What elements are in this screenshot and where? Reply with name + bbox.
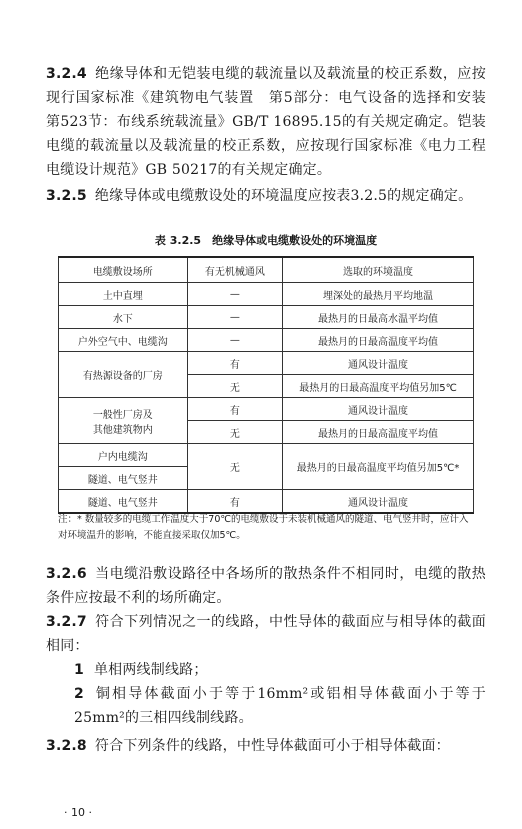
table-header-cell: 电缆敷设场所 bbox=[59, 257, 188, 283]
section-3-2-8 bbox=[46, 734, 486, 758]
table-cell: 户内电缆沟 bbox=[59, 444, 188, 467]
table-cell: 土中直埋 bbox=[59, 283, 188, 306]
list-item-number: 1 bbox=[74, 662, 84, 678]
list-item-text: 铜相导体截面小于等于16mm²或铝相导体截面小于等于25mm²的三相四线制线路。 bbox=[74, 686, 486, 726]
list-item-text: 单相两线制线路； bbox=[93, 662, 208, 678]
section-number: 3.2.6 bbox=[46, 566, 87, 582]
table-row bbox=[59, 352, 474, 375]
table-header-cell: 选取的环境温度 bbox=[283, 257, 474, 283]
section-number: 3.2.5 bbox=[46, 188, 87, 204]
table-row bbox=[59, 283, 474, 306]
section-text: 当电缆沿敷设路径中各场所的散热条件不相同时，电缆的散热条件应按最不利的场所确定。 bbox=[46, 566, 486, 606]
list-item bbox=[46, 682, 486, 730]
section-text: 绝缘导体和无铠装电缆的载流量以及载流量的校正系数，应按现行国家标准《建筑物电气装置 第5部分：电气设备的选择和安装 第523节：布线系统载流量》GB/T 16895.15的有关规定确定。铠装电缆的载流量以及载流量的校正系数，应按现行国家标准《电力工程电缆设计规范》GB 50217的有关规定确定。 bbox=[46, 66, 501, 178]
table-cell: 有热源设备的厂房 bbox=[59, 352, 188, 398]
table-cell: 通风设计温度 bbox=[283, 490, 474, 514]
table-row bbox=[59, 444, 474, 467]
table-row bbox=[59, 398, 474, 421]
table-cell: 最热月的日最高温度平均值 bbox=[283, 329, 474, 352]
environment-temperature-table bbox=[58, 256, 474, 514]
table-cell: 水下 bbox=[59, 306, 188, 329]
section-number: 3.2.7 bbox=[46, 614, 87, 630]
table-row bbox=[59, 306, 474, 329]
table-cell: 通风设计温度 bbox=[283, 352, 474, 375]
section-text: 绝缘导体或电缆敷设处的环境温度应按表3.2.5的规定确定。 bbox=[94, 188, 473, 204]
table-header-row bbox=[59, 257, 474, 283]
table-cell bbox=[59, 398, 188, 444]
section-3-2-5 bbox=[46, 184, 486, 208]
section-3-2-4 bbox=[46, 62, 501, 182]
table-cell: 最热月的日最高水温平均值 bbox=[283, 306, 474, 329]
table-caption: 表 3.2.5 绝缘导体或电缆敷设处的环境温度 bbox=[154, 234, 378, 247]
table-cell: 有 bbox=[187, 352, 282, 375]
table-cell: 最热月的日最高温度平均值另加5℃* bbox=[283, 444, 474, 490]
list-item bbox=[46, 658, 486, 682]
list-item-number: 2 bbox=[74, 686, 84, 702]
cell-line: 其他建筑物内 bbox=[92, 424, 153, 436]
table-cell: — bbox=[187, 306, 282, 329]
table-cell: 最热月的日最高温度平均值 bbox=[283, 421, 474, 444]
section-number: 3.2.8 bbox=[46, 738, 87, 754]
table-cell: — bbox=[187, 283, 282, 306]
table-cell: 无 bbox=[187, 444, 282, 490]
table-cell: 通风设计温度 bbox=[283, 398, 474, 421]
table-header-cell: 有无机械通风 bbox=[187, 257, 282, 283]
table-row bbox=[59, 329, 474, 352]
table-row bbox=[59, 490, 474, 514]
table-note: 注：* 数量较多的电缆工作温度大于70℃的电缆敷设于未装机械通风的隧道、电气竖井时，应计入对环境温升的影响，不能直接采取仅加5℃。 bbox=[58, 514, 469, 541]
table-cell: 户外空气中、电缆沟 bbox=[59, 329, 188, 352]
section-3-2-7 bbox=[46, 610, 486, 658]
table-cell: 最热月的日最高温度平均值另加5℃ bbox=[283, 375, 474, 398]
table-cell: 有 bbox=[187, 398, 282, 421]
table-cell: — bbox=[187, 329, 282, 352]
section-text: 符合下列情况之一的线路，中性导体的截面应与相导体的截面相同： bbox=[46, 614, 486, 654]
section-text: 符合下列条件的线路，中性导体截面可小于相导体截面： bbox=[94, 738, 450, 754]
cell-line: 一般性厂房及 bbox=[92, 409, 153, 421]
table-cell: 无 bbox=[187, 375, 282, 398]
table-cell: 埋深处的最热月平均地温 bbox=[283, 283, 474, 306]
table-cell: 隧道、电气竖井 bbox=[59, 467, 188, 490]
section-number: 3.2.4 bbox=[46, 66, 87, 82]
table-cell: 隧道、电气竖井 bbox=[59, 490, 188, 514]
section-3-2-6 bbox=[46, 562, 486, 610]
table-cell: 无 bbox=[187, 421, 282, 444]
page-number: · 10 · bbox=[64, 806, 92, 819]
table-cell: 有 bbox=[187, 490, 282, 514]
